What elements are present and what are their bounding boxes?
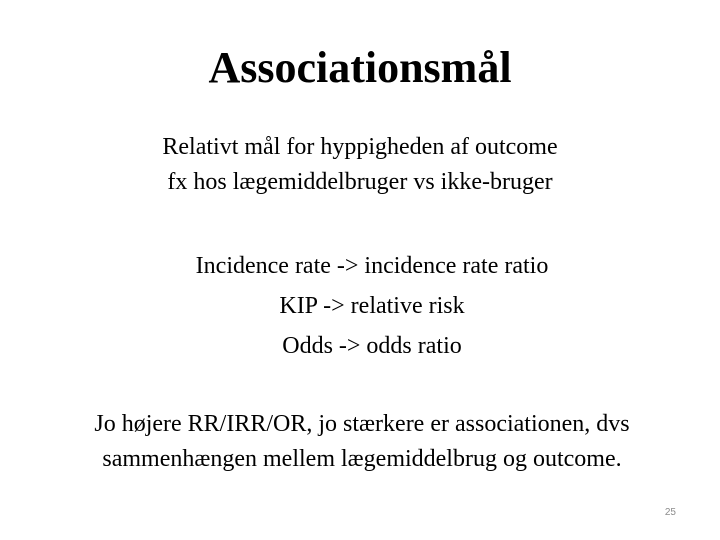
- intro-line-1: Relativt mål for hyppigheden af outcome: [162, 134, 558, 160]
- slide-title: Associationsmål: [208, 43, 512, 92]
- conclusion-text: [2, 407, 720, 477]
- conclusion-line-2: sammenhængen mellem lægemiddelbrug og outcome.: [102, 446, 622, 472]
- measure-kip: KIP -> relative risk: [279, 293, 465, 319]
- measure-odds: Odds -> odds ratio: [282, 333, 462, 359]
- measures-list: [12, 246, 720, 366]
- measure-incidence-rate: Incidence rate -> incidence rate ratio: [195, 253, 549, 279]
- intro-text: [0, 130, 720, 200]
- intro-line-2: fx hos lægemiddelbruger vs ikke-bruger: [167, 169, 553, 195]
- page-number: 25: [664, 507, 676, 518]
- conclusion-line-1: Jo højere RR/IRR/OR, jo stærkere er associationen, dvs: [94, 411, 630, 437]
